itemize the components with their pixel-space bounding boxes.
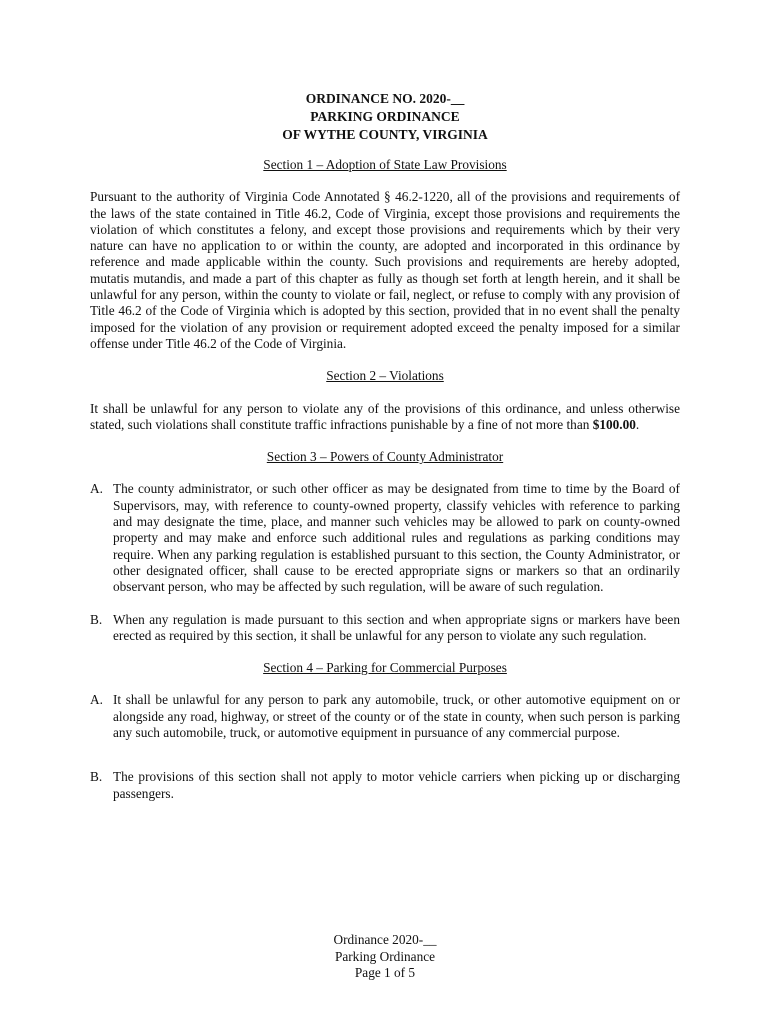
section-3-heading: Section 3 – Powers of County Administrator <box>266 449 504 465</box>
section-1-heading: Section 1 – Adoption of State Law Provisions <box>263 157 507 172</box>
footer-ordinance-number: Ordinance 2020-__ <box>333 932 437 947</box>
page-footer <box>0 932 770 982</box>
list-text: When any regulation is made pursuant to this section and when appropriate signs or markers have been erected as required by this section, it shall be unlawful for any person to violate any such regulation. <box>113 611 680 643</box>
section-3-item-a <box>90 481 680 595</box>
title-line-ordinance-number: ORDINANCE NO. 2020-__ <box>305 91 465 106</box>
section-4-item-a <box>90 692 680 741</box>
section-2-period: . <box>635 416 640 432</box>
list-marker: B. <box>90 611 103 627</box>
section-4-item-b <box>90 769 680 802</box>
footer-page-number: Page 1 of 5 <box>354 965 416 980</box>
list-marker: B. <box>90 769 103 785</box>
document-title <box>90 90 680 144</box>
list-text: It shall be unlawful for any person to park any automobile, truck, or other automotive equipment on or alongside any road, highway, or street of the county or of the state in county, when such person is parking any such automobile, truck, or automotive equipment in pursuance of any commercial purpose. <box>113 692 680 741</box>
section-4-heading: Section 4 – Parking for Commercial Purposes <box>263 660 507 676</box>
section-3-item-b <box>90 612 680 645</box>
list-text: The provisions of this section shall not apply to motor vehicle carriers when picking up or discharging passengers. <box>113 769 680 801</box>
fine-amount: $100.00 <box>592 416 636 432</box>
section-1-paragraph: Pursuant to the authority of Virginia Code Annotated § 46.2-1220, all of the provisions and requirements of the laws of the state contained in Title 46.2, Code of Virginia, except those provisions and requirements the violation of which constitutes a felony, and except those provisions and requirements which by their very nature can have no application to or within the county, are adopted and incorporated in this ordinance by reference and made applicable within the county. Such provisions and requirements are hereby adopted, mutatis mutandis, and made a part of this chapter as fully as though set forth at length herein, and it shall be unlawful for any person, within the county to violate or fail, neglect, or refuse to comply with any provision of Title 46.2 of the Code of Virginia which is adopted by this section, provided that in no event shall the penalty imposed for the violation of any provision or requirement adopted exceed the penalty imposed for a similar offense under Title 46.2 of the Code of Virginia. <box>90 189 680 351</box>
title-line-parking-ordinance: PARKING ORDINANCE <box>310 109 460 124</box>
section-2-text: It shall be unlawful for any person to violate any of the provisions of this ordinance, and unless otherwise stated, such violations shall constitute traffic infractions punishable by a fine of not more than <box>90 400 680 432</box>
list-marker: A. <box>90 692 103 708</box>
section-2-heading: Section 2 – Violations <box>326 368 444 384</box>
list-text: The county administrator, or such other officer as may be designated from time to time by the Board of Supervisors, may, with reference to county-owned property, classify vehicles with reference to parking and may designate the time, place, and manner such vehicles may be allowed to park on county-owned property and may make and enforce such additional rules and regulations as parking conditions may require. When any parking regulation is established pursuant to this section, the County Administrator, or other designated officer, shall cause to be erected appropriate signs or markers so that an ordinarily observant person, who may be affected by such regulation, will be aware of such regulation. <box>113 481 680 595</box>
footer-ordinance-name: Parking Ordinance <box>334 948 436 964</box>
title-line-county: OF WYTHE COUNTY, VIRGINIA <box>282 127 488 142</box>
document-body <box>90 90 680 802</box>
list-marker: A. <box>90 481 103 497</box>
section-2-paragraph <box>90 401 680 434</box>
